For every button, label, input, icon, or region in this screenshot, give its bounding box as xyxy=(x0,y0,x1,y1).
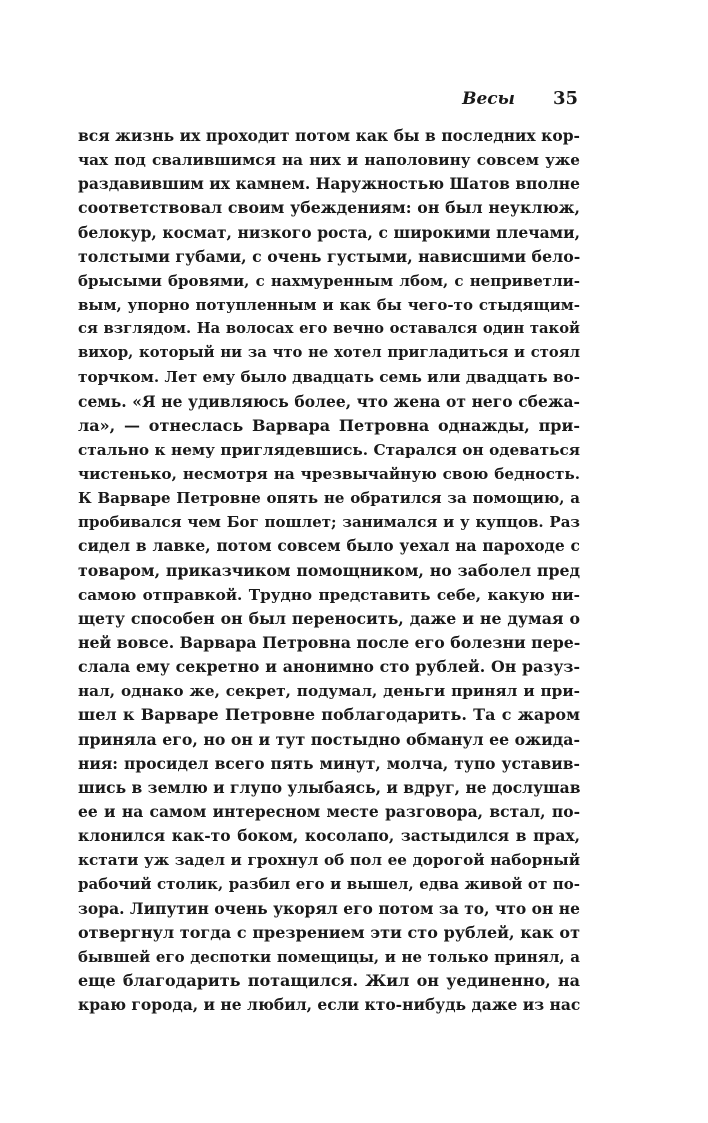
text-line: вым, упорно потупленным и как бы чего-то стыдящим- xyxy=(78,295,580,314)
text-line: приняла его, но он и тут постыдно обманул ее ожида- xyxy=(78,729,580,749)
text-line: ее и на самом интересном месте разговора, встал, по- xyxy=(78,801,580,821)
text-line: ней вовсе. Варвара Петровна после его болезни пере- xyxy=(78,632,580,652)
text-line: рабочий столик, разбил его и вышел, едва живой от по- xyxy=(78,875,580,894)
text-line: шись в землю и глупо улыбаясь, и вдруг, не дослушав xyxy=(78,777,580,797)
text-line: зора. Липутин очень укорял его потом за то, что он не xyxy=(78,898,580,918)
text-line: клонился как-то боком, косолапо, застыдился в прах, xyxy=(78,826,580,846)
text-line: еще благодарить потащился. Жил он уединенно, на xyxy=(78,970,580,990)
text-line: краю города, и не любил, если кто-нибудь даже из нас xyxy=(78,995,580,1015)
text-line: щету способен он был переносить, даже и не думая о xyxy=(78,608,580,628)
text-line: товаром, приказчиком помощником, но заболел пред xyxy=(78,560,580,580)
text-line: стально к нему приглядевшись. Старался он одеваться xyxy=(78,440,580,459)
text-line: вся жизнь их проходит потом как бы в последних кор- xyxy=(78,126,580,145)
text-line: вихор, который ни за что не хотел пригладиться и стоял xyxy=(78,344,580,362)
text-line: отвергнул тогда с презрением эти сто рублей, как от xyxy=(78,922,580,942)
text-line: соответствовал своим убеждениям: он был неуклюж, xyxy=(78,198,580,218)
page-number: 35 xyxy=(552,88,578,109)
body-text xyxy=(78,124,580,1017)
text-line: нал, однако же, секрет, подумал, деньги принял и при- xyxy=(78,682,580,701)
running-title: Весы xyxy=(462,89,515,109)
text-line: шел к Варваре Петровне поблагодарить. Та с жаром xyxy=(78,705,580,725)
text-line: ния: просидел всего пять минут, молча, тупо уставив- xyxy=(78,753,580,773)
text-line: чах под свалившимся на них и наполовину совсем уже xyxy=(78,151,580,170)
running-head xyxy=(78,88,578,114)
text-line: пробивался чем Бог пошлет; занимался и у купцов. Раз xyxy=(78,513,580,532)
text-line: слала ему секретно и анонимно сто рублей. Он разуз- xyxy=(78,657,580,677)
text-line: чистенько, несмотря на чрезвычайную свою бедность. xyxy=(78,464,580,483)
text-line: торчком. Лет ему было двадцать семь или двадцать во- xyxy=(78,368,580,387)
text-line: семь. «Я не удивляюсь более, что жена от него сбежа- xyxy=(78,391,580,411)
text-line: бывшей его деспотки помещицы, и не только принял, а xyxy=(78,947,580,966)
text-line: самою отправкой. Трудно представить себе, какую ни- xyxy=(78,585,580,604)
text-line: ся взглядом. На волосах его вечно оставался один такой xyxy=(78,320,580,338)
text-line: брысыми бровями, с нахмуренным лбом, с неприветли- xyxy=(78,271,580,290)
text-line: ла», — отнеслась Варвара Петровна однажды, при- xyxy=(78,415,580,435)
text-line: раздавившим их камнем. Наружностью Шатов вполне xyxy=(78,174,580,194)
text-line: К Варваре Петровне опять не обратился за помощию, а xyxy=(78,489,580,508)
text-line: кстати уж задел и грохнул об пол ее дорогой наборный xyxy=(78,851,580,870)
text-line: толстыми губами, с очень густыми, нависшими бело- xyxy=(78,246,580,266)
text-line: сидел в лавке, потом совсем было уехал на пароходе с xyxy=(78,536,580,556)
text-line: белокур, космат, низкого роста, с широкими плечами, xyxy=(78,222,580,242)
